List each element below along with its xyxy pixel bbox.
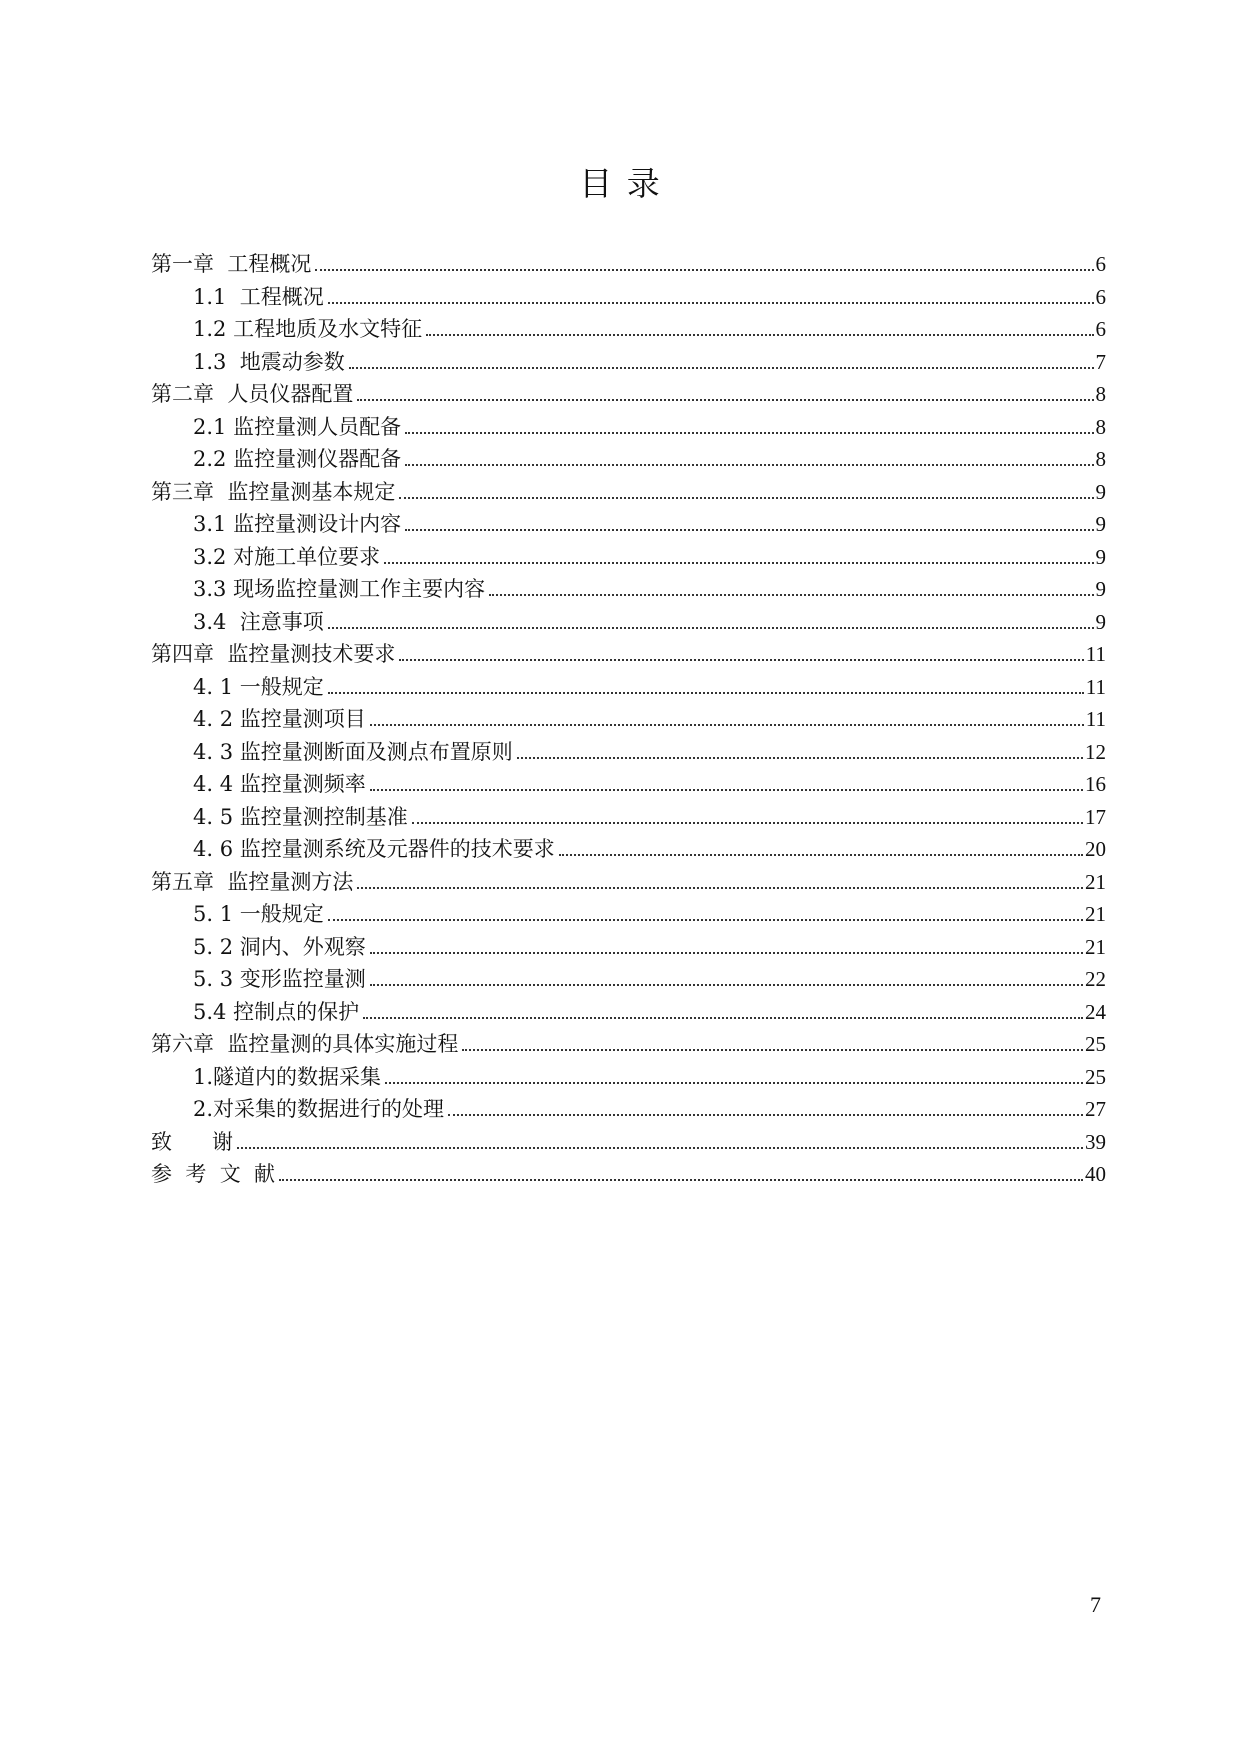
toc-section-entry[interactable] — [151, 898, 1106, 931]
toc-entry-page: 6 — [1095, 317, 1106, 341]
toc-entry-page: 40 — [1085, 1162, 1106, 1186]
toc-entry-label: 第一章 工程概况 — [151, 252, 312, 276]
toc-entry-page: 9 — [1095, 609, 1106, 634]
toc-entry-label: 3.2 对施工单位要求 — [193, 544, 381, 569]
toc-chapter-entry[interactable] — [151, 476, 1106, 509]
toc-entry-label: 3.3 现场监控量测工作主要内容 — [193, 577, 486, 601]
toc-dot-leader — [384, 562, 1093, 564]
toc-chapter-entry[interactable] — [151, 1028, 1106, 1061]
toc-section-entry[interactable] — [151, 606, 1106, 639]
toc-entry-page: 7 — [1095, 349, 1106, 374]
toc-entry-label: 3.1 监控量测设计内容 — [193, 512, 402, 536]
toc-dot-leader — [349, 367, 1094, 369]
toc-entry-page: 17 — [1085, 804, 1106, 829]
toc-dot-leader — [405, 432, 1093, 434]
toc-section-entry[interactable] — [151, 801, 1106, 834]
toc-dot-leader — [426, 334, 1093, 336]
toc-dot-leader — [328, 627, 1094, 629]
toc-entry-page: 20 — [1085, 837, 1106, 861]
toc-entry-label: 4. 4 监控量测频率 — [193, 772, 366, 796]
toc-entry-label: 致 谢 — [151, 1129, 234, 1154]
toc-entry-page: 12 — [1085, 739, 1106, 764]
toc-entry-label: 1.隧道内的数据采集 — [193, 1064, 382, 1089]
toc-dot-leader — [370, 789, 1083, 791]
toc-dot-leader — [399, 497, 1093, 499]
toc-dot-leader — [399, 659, 1083, 661]
toc-entry-page: 11 — [1085, 642, 1106, 666]
toc-section-entry[interactable] — [151, 996, 1106, 1029]
toc-section-entry[interactable] — [151, 963, 1106, 996]
toc-chapter-entry[interactable] — [151, 1158, 1106, 1191]
toc-entry-label: 1.3 地震动参数 — [193, 349, 345, 374]
toc-entry-page: 8 — [1095, 447, 1106, 471]
toc-dot-leader — [405, 529, 1093, 531]
toc-dot-leader — [412, 822, 1083, 824]
toc-entry-page: 27 — [1085, 1097, 1106, 1121]
toc-entry-label: 4. 3 监控量测断面及测点布置原则 — [193, 739, 513, 764]
toc-section-entry[interactable] — [151, 411, 1106, 444]
toc-entry-page: 25 — [1085, 1032, 1106, 1056]
table-of-contents — [151, 248, 1106, 1191]
toc-entry-label: 第二章 人员仪器配置 — [151, 382, 354, 406]
toc-dot-leader — [357, 887, 1083, 889]
toc-entry-page: 16 — [1085, 772, 1106, 796]
toc-entry-label: 4. 2 监控量测项目 — [193, 707, 366, 731]
toc-dot-leader — [517, 757, 1083, 759]
toc-dot-leader — [405, 464, 1093, 466]
toc-entry-label: 第四章 监控量测技术要求 — [151, 642, 396, 666]
toc-entry-label: 2.对采集的数据进行的处理 — [193, 1097, 445, 1121]
toc-entry-page: 8 — [1095, 382, 1106, 406]
page-title: 目 录 — [579, 164, 662, 203]
toc-entry-page: 21 — [1085, 869, 1106, 894]
toc-entry-label: 5. 3 变形监控量测 — [193, 967, 366, 991]
toc-entry-label: 参 考 文 献 — [151, 1162, 276, 1186]
toc-entry-label: 1.2 工程地质及水文特征 — [193, 317, 423, 341]
toc-section-entry[interactable] — [151, 736, 1106, 769]
toc-entry-page: 9 — [1095, 512, 1106, 536]
toc-dot-leader — [328, 302, 1094, 304]
toc-section-entry[interactable] — [151, 1093, 1106, 1126]
toc-entry-label: 3.4 注意事项 — [193, 609, 324, 634]
toc-section-entry[interactable] — [151, 833, 1106, 866]
toc-entry-page: 11 — [1085, 674, 1106, 699]
toc-section-entry[interactable] — [151, 768, 1106, 801]
toc-entry-label: 4. 6 监控量测系统及元器件的技术要求 — [193, 837, 555, 861]
toc-dot-leader — [363, 1017, 1083, 1019]
toc-entry-page: 9 — [1095, 544, 1106, 569]
toc-entry-label: 5. 2 洞内、外观察 — [193, 934, 366, 959]
toc-section-entry[interactable] — [151, 541, 1106, 574]
toc-dot-leader — [279, 1179, 1083, 1181]
toc-entry-page: 39 — [1085, 1129, 1106, 1154]
toc-chapter-entry[interactable] — [151, 378, 1106, 411]
toc-section-entry[interactable] — [151, 313, 1106, 346]
toc-entry-label: 2.1 监控量测人员配备 — [193, 414, 402, 439]
toc-section-entry[interactable] — [151, 1061, 1106, 1094]
toc-entry-page: 6 — [1095, 252, 1106, 276]
toc-section-entry[interactable] — [151, 671, 1106, 704]
toc-dot-leader — [448, 1114, 1083, 1116]
toc-section-entry[interactable] — [151, 443, 1106, 476]
toc-dot-leader — [559, 854, 1083, 856]
toc-entry-label: 4. 5 监控量测控制基准 — [193, 804, 408, 829]
toc-dot-leader — [328, 692, 1084, 694]
toc-entry-label: 第三章 监控量测基本规定 — [151, 479, 396, 504]
toc-dot-leader — [385, 1082, 1083, 1084]
toc-entry-page: 21 — [1085, 934, 1106, 959]
toc-entry-page: 9 — [1095, 577, 1106, 601]
toc-dot-leader — [462, 1049, 1083, 1051]
page-number: 7 — [1090, 1592, 1101, 1617]
toc-dot-leader — [328, 919, 1083, 921]
toc-chapter-entry[interactable] — [151, 248, 1106, 281]
toc-entry-label: 第五章 监控量测方法 — [151, 869, 354, 894]
toc-entry-page: 6 — [1095, 284, 1106, 309]
toc-entry-page: 24 — [1085, 999, 1106, 1024]
toc-entry-label: 5.4 控制点的保护 — [193, 999, 360, 1024]
toc-dot-leader — [370, 984, 1083, 986]
toc-chapter-entry[interactable] — [151, 1126, 1106, 1159]
toc-entry-page: 25 — [1085, 1064, 1106, 1089]
toc-section-entry[interactable] — [151, 346, 1106, 379]
toc-entry-label: 5. 1 一般规定 — [193, 902, 324, 926]
toc-section-entry[interactable] — [151, 281, 1106, 314]
toc-entry-page: 22 — [1085, 967, 1106, 991]
toc-section-entry[interactable] — [151, 703, 1106, 736]
toc-entry-label: 4. 1 一般规定 — [193, 674, 324, 699]
toc-entry-page: 9 — [1095, 479, 1106, 504]
toc-section-entry[interactable] — [151, 931, 1106, 964]
toc-section-entry[interactable] — [151, 508, 1106, 541]
toc-section-entry[interactable] — [151, 573, 1106, 606]
toc-entry-label: 2.2 监控量测仪器配备 — [193, 447, 402, 471]
toc-entry-label: 1.1 工程概况 — [193, 284, 324, 309]
toc-dot-leader — [370, 952, 1083, 954]
toc-dot-leader — [489, 594, 1093, 596]
toc-chapter-entry[interactable] — [151, 866, 1106, 899]
toc-entry-page: 8 — [1095, 414, 1106, 439]
toc-entry-page: 11 — [1085, 707, 1106, 731]
toc-entry-page: 21 — [1085, 902, 1106, 926]
toc-entry-label: 第六章 监控量测的具体实施过程 — [151, 1032, 459, 1056]
toc-dot-leader — [370, 724, 1084, 726]
toc-dot-leader — [237, 1147, 1083, 1149]
toc-chapter-entry[interactable] — [151, 638, 1106, 671]
toc-dot-leader — [315, 269, 1093, 271]
toc-dot-leader — [357, 399, 1093, 401]
